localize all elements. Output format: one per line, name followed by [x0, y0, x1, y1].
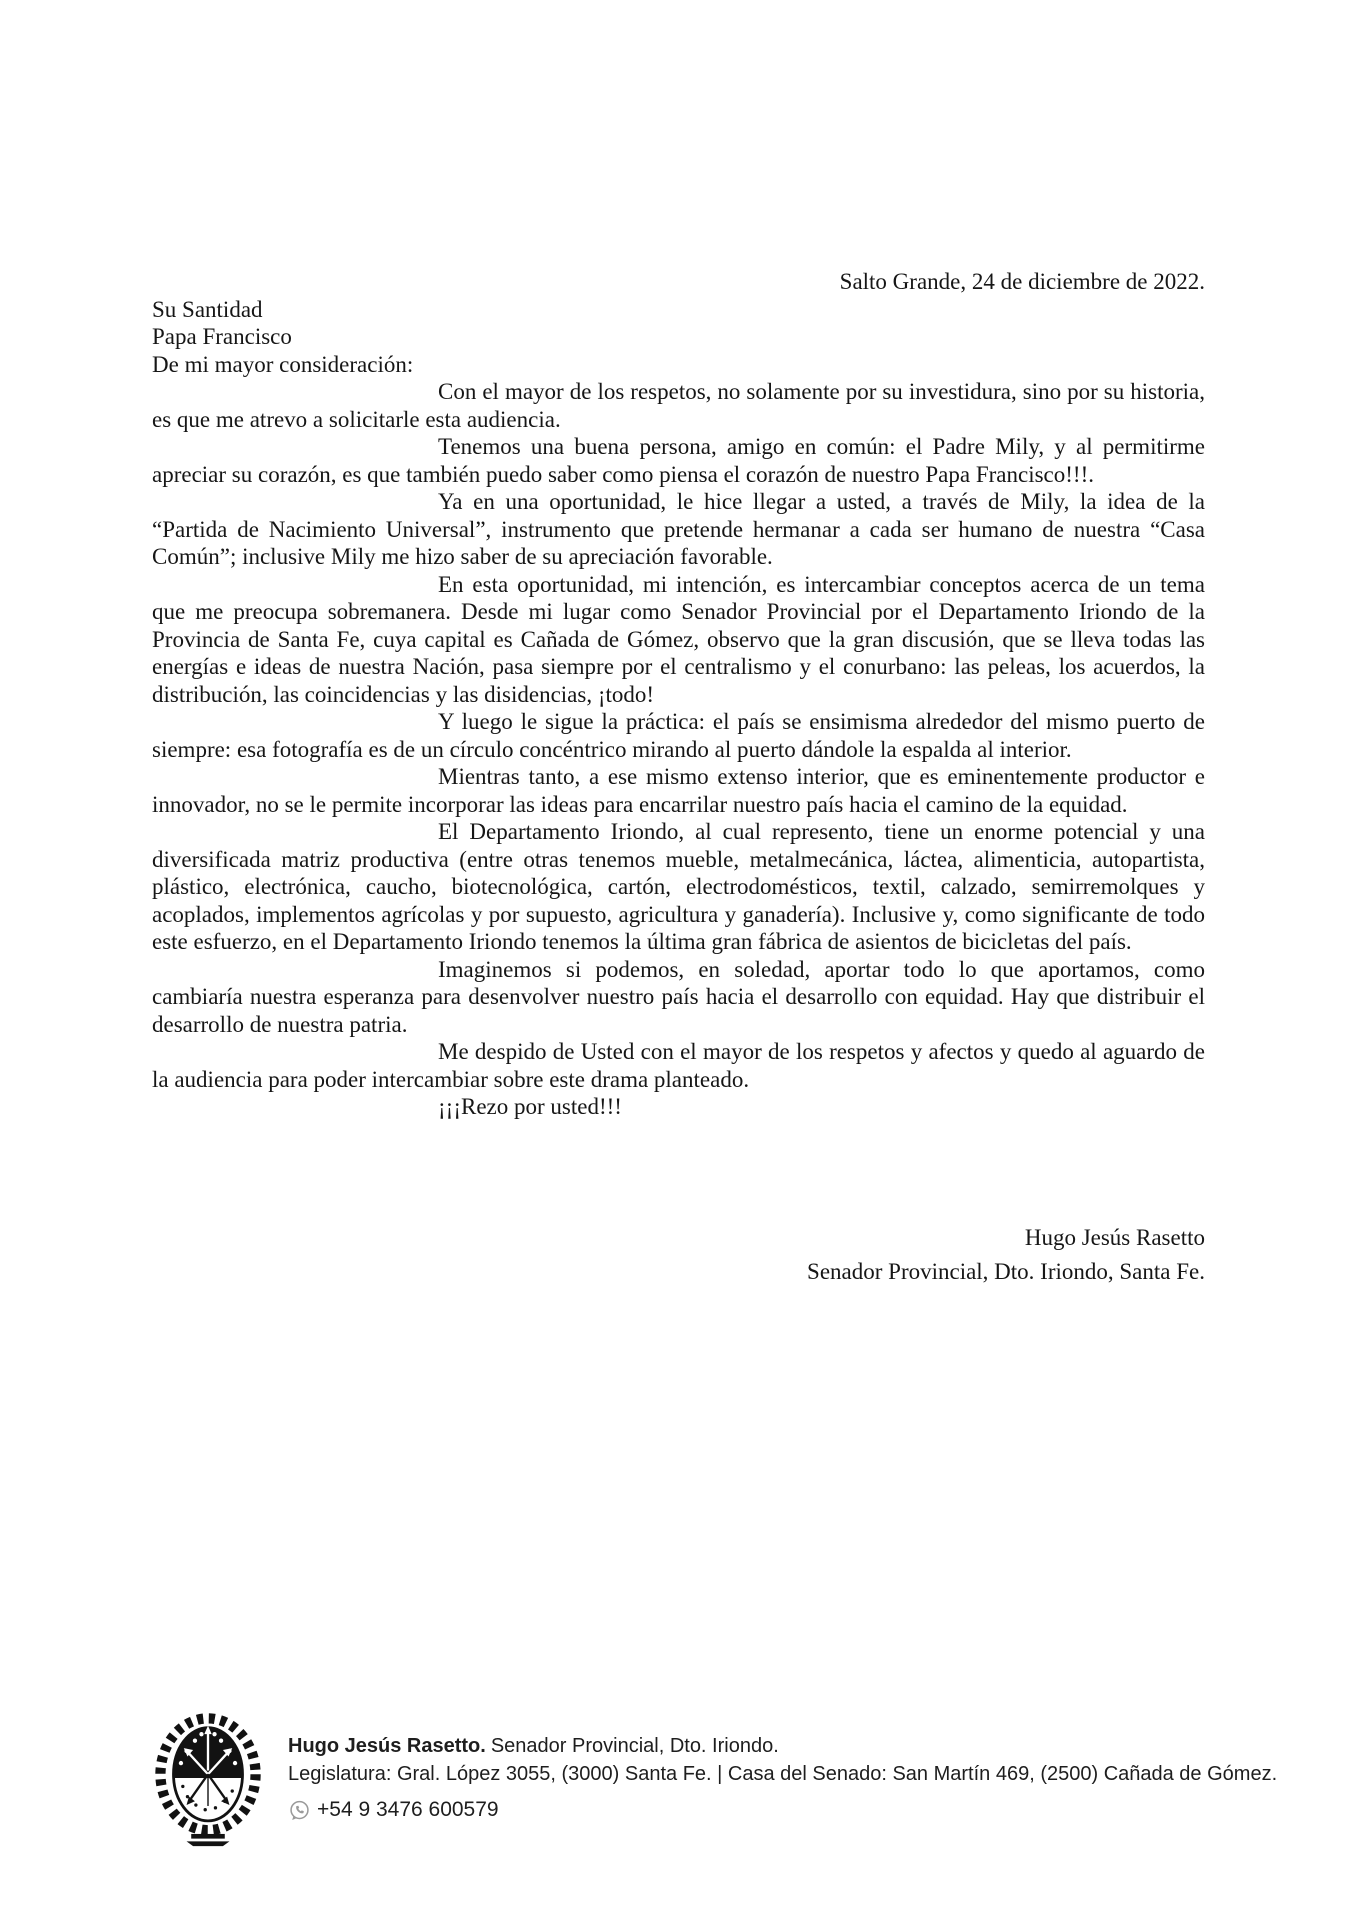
signature-title: Senador Provincial, Dto. Iriondo, Santa Fe. [807, 1258, 1205, 1284]
paragraph: Tenemos una buena persona, amigo en común: el Padre Mily, y al permitirme apreciar su corazón, es que también puedo saber como piensa el corazón de nuestro Papa Francisco!!!. [152, 434, 1205, 487]
footer-name: Hugo Jesús Rasetto. [288, 1735, 486, 1757]
paragraph: Con el mayor de los respetos, no solamente por su investidura, sino por su historia, es que me atrevo a solicitarle esta audiencia. [152, 379, 1205, 432]
paragraph: Mientras tanto, a ese mismo extenso interior, que es eminentemente productor e innovador, no se le permite incorporar las ideas para encarrilar nuestro país hacia el camino de la equidad. [152, 764, 1205, 817]
recipient-name: Papa Francisco [152, 324, 292, 349]
recipient-honorific: Su Santidad [152, 296, 263, 322]
recipient-block [152, 296, 1205, 351]
letterhead-footer [152, 1708, 1277, 1848]
paragraph: Ya en una oportunidad, le hice llegar a usted, a través de Mily, la idea de la “Partida de Nacimiento Universal”, instrumento que pretende hermanar a cada ser humano de nuestra “Casa Común”; inclusive Mily me hizo saber de su apreciación favorable. [152, 489, 1205, 569]
paragraph: Y luego le sigue la práctica: el país se ensimisma alrededor del mismo puerto de siempre: esa fotografía es de un círculo concéntrico mirando al puerto dándole la espalda al interior. [152, 709, 1205, 762]
coat-of-arms-logo [152, 1709, 264, 1847]
footer-address: Legislatura: Gral. López 3055, (3000) Santa Fe. | Casa del Senado: San Martín 469, (2500) Cañada de Gómez. [288, 1763, 1278, 1785]
salutation: De mi mayor consideración: [152, 351, 414, 377]
paragraph: Imaginemos si podemos, en soledad, aportar todo lo que aportamos, como cambiaría nuestra esperanza para desenvolver nuestro país hacia el desarrollo con equidad. Hay que distribuir el desarrollo de nuestra patria. [152, 956, 1205, 1037]
signature-block [152, 1221, 1205, 1289]
signature-name: Hugo Jesús Rasetto [1024, 1224, 1205, 1250]
paragraph: En esta oportunidad, mi intención, es intercambiar conceptos acerca de un tema que me preocupa sobremanera. Desde mi lugar como Senador Provincial por el Departamento Iriondo de la Provincia de Santa Fe, cuya capital es Cañada de Gómez, observo que la gran discusión, que se lleva todas las energías e ideas de nuestra Nación, pasa siempre por el centralismo y el conurbano: las peleas, los acuerdos, la distribución, las coincidencias y las disidencias, ¡todo! [152, 571, 1205, 707]
whatsapp-icon [288, 1799, 311, 1822]
paragraph: El Departamento Iriondo, al cual represento, tiene un enorme potencial y una diversificada matriz productiva (entre otras tenemos mueble, metalmecánica, láctea, alimenticia, autopartista, plástico, electrónica, caucho, biotecnológica, cartón, electrodomésticos, textil, calzado, semirremolques y acoplados, implementos agrícolas y por supuesto, agricultura y ganadería). Inclusive y, como significante de todo este esfuerzo, en el Departamento Iriondo tenemos la última gran fábrica de asientos de bicicletas del país. [152, 819, 1205, 954]
prayer-line: ¡¡¡Rezo por usted!!! [438, 1094, 622, 1119]
footer-role: Senador Provincial, Dto. Iriondo. [490, 1735, 779, 1757]
footer-phone-line [288, 1796, 1277, 1824]
footer-phone: +54 9 3476 600579 [317, 1798, 499, 1821]
paragraph: Me despido de Usted con el mayor de los respetos y afectos y quedo al aguardo de la audiencia para poder intercambiar sobre este drama planteado. [152, 1039, 1205, 1092]
footer-name-role [288, 1732, 1277, 1760]
footer-contact-block [288, 1732, 1277, 1824]
date-line: Salto Grande, 24 de diciembre de 2022. [839, 269, 1205, 294]
